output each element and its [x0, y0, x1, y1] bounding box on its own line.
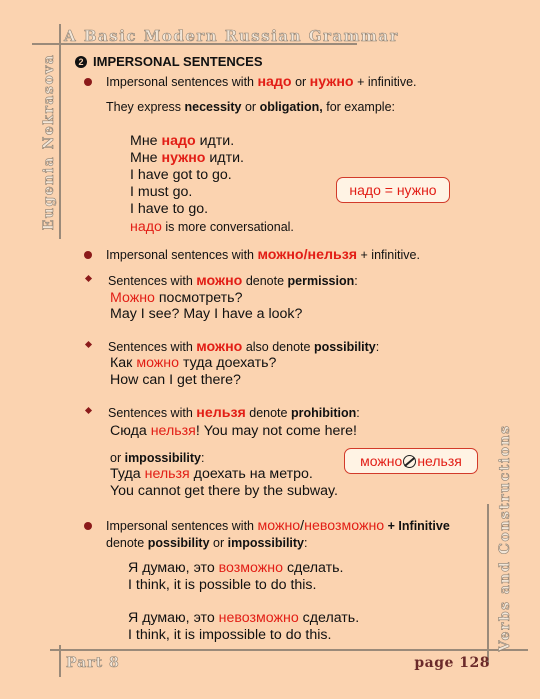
author-name: Eugenia Nekrasova	[41, 53, 57, 231]
s2-impossibility: or impossibility:	[110, 451, 205, 465]
s1-example-1: Мне надо идти.	[130, 133, 235, 149]
s1-express: They express necessity or obligation, for example:	[106, 100, 396, 114]
left-rule	[59, 24, 61, 239]
s3-denote: denote possibility or impossibility:	[106, 536, 308, 550]
heading-text: IMPERSONAL SENTENCES	[93, 54, 263, 69]
bullet-1	[84, 78, 92, 86]
page-number: page 128	[414, 655, 490, 671]
s2-permission-english: May I see? May I have a look?	[110, 306, 303, 322]
s1-english-2: I must go.	[130, 184, 193, 200]
s1-example-2: Мне нужно идти.	[130, 150, 244, 166]
s1-note: надо is more conversational.	[130, 219, 294, 235]
s2-permission-example: Можно посмотреть?	[110, 290, 243, 306]
section-heading	[75, 54, 263, 69]
s2-possibility: Sentences with можно also denote possibility:	[108, 339, 380, 355]
section-name: Verbs and Constructions	[497, 424, 513, 652]
s2-possibility-example: Как можно туда доехать?	[110, 355, 277, 371]
right-rule	[487, 504, 489, 664]
s2-permission: Sentences with можно denote permission:	[108, 273, 358, 289]
s2-impossibility-english: You cannot get there by the subway.	[110, 483, 338, 499]
s1-english-3: I have to go.	[130, 201, 209, 217]
s2-prohibition-example: Сюда нельзя! You may not come here!	[110, 423, 357, 439]
s3-example-1: Я думаю, это возможно сделать.	[128, 560, 344, 576]
part-label: Part 8	[66, 655, 120, 671]
s1-intro: Impersonal sentences with надо or нужно + infinitive.	[106, 74, 417, 90]
s2-intro: Impersonal sentences with можно/нельзя + infinitive.	[106, 247, 420, 263]
bullet-3	[84, 522, 92, 530]
nado-nuzhno-box: надо = нужно	[336, 177, 450, 203]
s3-english-1: I think, it is possible to do this.	[128, 577, 317, 593]
diamond-3	[85, 407, 92, 414]
mozhno-nelzya-box: можно нельзя	[344, 448, 478, 474]
diamond-2	[85, 341, 92, 348]
s3-example-2: Я думаю, это невозможно сделать.	[128, 610, 360, 626]
bottom-rule	[50, 649, 528, 651]
s2-possibility-english: How can I get there?	[110, 372, 241, 388]
diamond-1	[85, 275, 92, 282]
forbidden-icon	[403, 455, 416, 468]
s3-intro: Impersonal sentences with можно/невозможно + Infinitive	[106, 518, 450, 534]
bottom-left-rule	[59, 645, 61, 677]
s2-prohibition: Sentences with нельзя denote prohibition:	[108, 405, 360, 421]
bullet-2	[84, 251, 92, 259]
heading-number: 2	[75, 56, 87, 68]
s3-english-2: I think, it is impossible to do this.	[128, 627, 332, 643]
book-title: A Basic Modern Russian Grammar	[64, 27, 400, 45]
s1-english-1: I have got to go.	[130, 167, 232, 183]
s2-impossibility-example: Туда нельзя доехать на метро.	[110, 466, 313, 482]
